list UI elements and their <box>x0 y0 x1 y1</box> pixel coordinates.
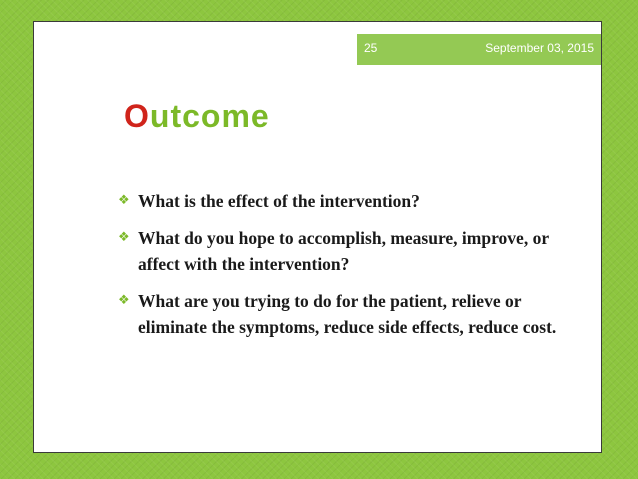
bullet-list <box>118 188 588 351</box>
diamond-bullet-icon: ❖ <box>118 293 130 308</box>
bullet-text: What do you hope to accomplish, measure, improve, or affect with the intervention? <box>138 228 549 274</box>
slide-number: 25 <box>364 41 378 55</box>
slide-date: September 03, 2015 <box>485 41 594 55</box>
bullet-item <box>118 288 588 340</box>
diamond-bullet-icon: ❖ <box>118 230 130 245</box>
bullet-item <box>118 188 588 214</box>
slide-title-first-letter: O <box>124 98 150 134</box>
bullet-item <box>118 225 588 277</box>
slide-title-rest: utcome <box>149 98 270 134</box>
bullet-text: What is the effect of the intervention? <box>138 191 420 211</box>
diamond-bullet-icon: ❖ <box>118 193 130 208</box>
bullet-text: What are you trying to do for the patient, relieve or eliminate the symptoms, reduce side effects, reduce cost. <box>138 291 557 337</box>
slide-frame <box>33 21 602 453</box>
slide-title <box>124 100 270 132</box>
slide-header-bar <box>357 34 601 65</box>
